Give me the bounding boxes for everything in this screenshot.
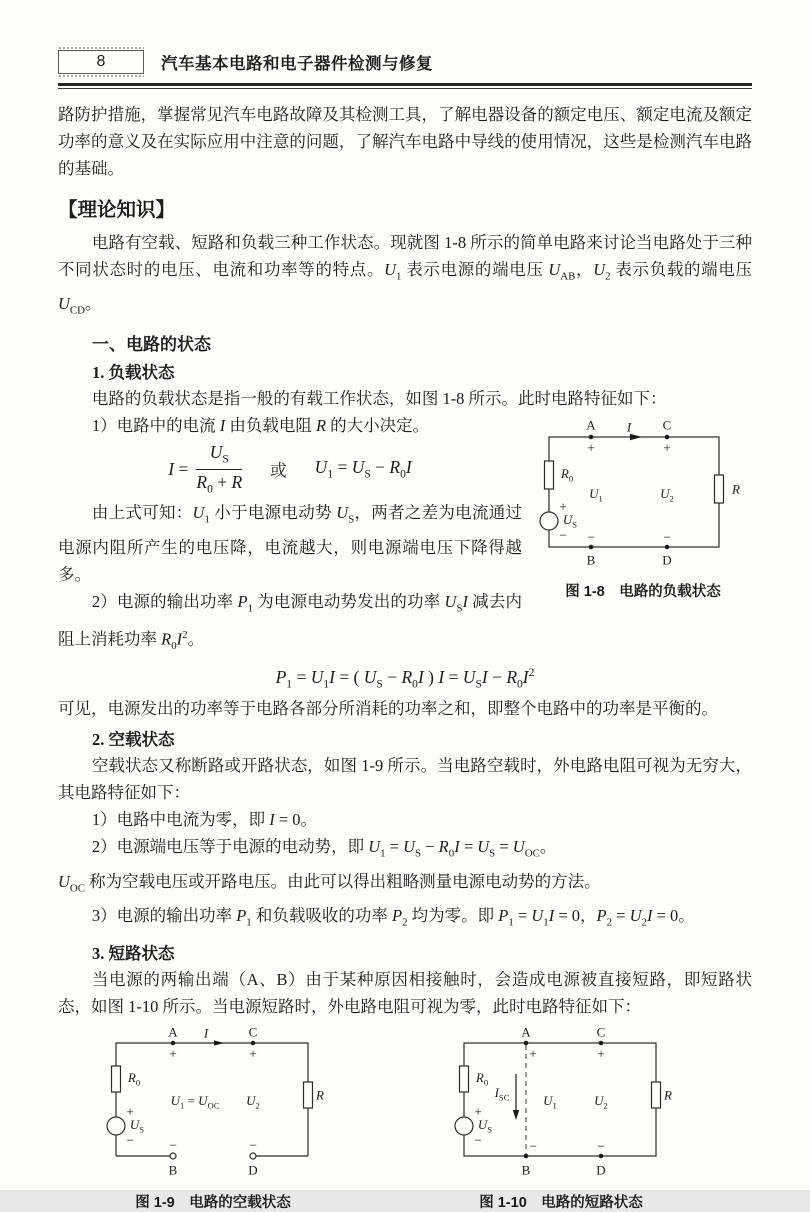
open-terminal-b bbox=[170, 1153, 176, 1159]
book-title: 汽车基本电路和电子器件检测与修复 bbox=[161, 55, 433, 73]
node-label-c: C bbox=[662, 417, 672, 433]
node-label-c: C bbox=[596, 1024, 606, 1040]
plus-sign-source: + bbox=[126, 1104, 134, 1120]
plus-sign-c: + bbox=[597, 1046, 605, 1062]
node-label-b: B bbox=[521, 1162, 531, 1178]
bottom-figures-row bbox=[58, 1024, 752, 1212]
voltage-label-u2: $U_2$ bbox=[594, 1093, 608, 1111]
load-item-1: 1）电路中的电流 I 由负载电阻 R 的大小决定。 bbox=[91, 415, 430, 435]
minus-sign-d: − bbox=[597, 1138, 605, 1154]
current-label-i: I bbox=[203, 1025, 209, 1041]
plus-sign-a: + bbox=[529, 1046, 537, 1062]
wires bbox=[549, 437, 719, 547]
resistor-r-symbol bbox=[715, 475, 724, 503]
source-label-us: $U_S$ bbox=[562, 511, 578, 530]
wires bbox=[464, 1043, 656, 1156]
node-label-d: D bbox=[596, 1162, 606, 1178]
current-arrow bbox=[630, 433, 642, 439]
resistor-label-r0: $R_0$ bbox=[127, 1070, 141, 1088]
page-header bbox=[58, 46, 752, 78]
plus-sign-c: + bbox=[663, 439, 671, 455]
node-label-b: B bbox=[168, 1162, 178, 1178]
page-number: 8 bbox=[58, 50, 144, 74]
open-paragraph-1: 空载状态又称断路或开路状态，如图 1-9 所示。当电路空载时，外电路电阻可视为无穷大，其电路特征如下： bbox=[58, 756, 752, 803]
resistor-r0-symbol bbox=[545, 461, 554, 489]
short-current-label-isc: $I_{SC}$ bbox=[494, 1085, 510, 1103]
load-paragraph-3: 可见，电源发出的功率等于电路各部分所消耗的功率之和，即整个电路中的功率是平衡的。 bbox=[58, 699, 718, 719]
figure-1-10 bbox=[446, 1024, 676, 1212]
minus-sign-source: − bbox=[126, 1132, 134, 1148]
source-label-us: $U_S$ bbox=[129, 1117, 145, 1135]
open-item-3: 3）电源的输出功率 $P_1$ 和负载吸收的功率 $P_2$ 均为零。即 $P_1 = U_1I = 0$，$P_2 = U_2I = 0$。 bbox=[91, 905, 695, 929]
open-terminal-d bbox=[250, 1153, 256, 1159]
formula-current-lhs: I = bbox=[168, 458, 189, 479]
node-label-a: A bbox=[168, 1024, 178, 1040]
voltage-source-symbol bbox=[540, 512, 558, 530]
plus-sign-source: + bbox=[559, 498, 567, 514]
node-label-b: B bbox=[586, 552, 596, 568]
figure-1-8 bbox=[534, 417, 752, 601]
formula-voltage-rhs: $U_1 = U_S - R_0I$ bbox=[314, 457, 412, 481]
node-label-d: D bbox=[248, 1162, 258, 1178]
plus-sign-source: + bbox=[474, 1104, 482, 1120]
overview-paragraph: 电路有空载、短路和负载三种工作状态。现就图 1-8 所示的简单电路来讨论当电路处于三种不同状态时的电压、电流和功率等的特点。$U_1$ 表示电源的端电压 $U_{AB}$，$U_2$ 表示负载的端电压 $U_{CD}$。 bbox=[58, 233, 753, 317]
fraction bbox=[196, 442, 242, 497]
figure-1-10-caption: 图 1-10 电路的短路状态 bbox=[479, 1195, 643, 1212]
heading-open-state: 2. 空载状态 bbox=[92, 730, 175, 750]
intro-paragraph: 路防护措施，掌握常见汽车电路故障及其检测工具，了解电器设备的额定电压、额定电流及额定功率的意义及在实际应用中注意的问题，了解汽车电路中导线的使用情况，这些是检测汽车电路的基础。 bbox=[58, 105, 752, 178]
section-title-theory: 【理论知识】 bbox=[58, 199, 176, 221]
formula-or-word: 或 bbox=[270, 461, 287, 481]
circuit-svg-fig110 bbox=[446, 1024, 676, 1178]
voltage-label-u1-uoc: $U_1 = U_{OC}$ bbox=[170, 1093, 220, 1111]
load-paragraph-2: 由上式可知：$U_1$ 小于电源电动势 $U_S$，两者之差为电流通过电源内阻所产生的电压降，电流越大，则电源端电压下降得越多。 bbox=[58, 503, 523, 584]
halftone-strip-bottom bbox=[58, 74, 144, 78]
resistor-label-r0: $R_0$ bbox=[475, 1070, 489, 1088]
minus-sign-d: − bbox=[663, 528, 671, 544]
voltage-label-u2: $U_2$ bbox=[246, 1093, 260, 1111]
figure-1-8-caption: 图 1-8 电路的负载状态 bbox=[565, 583, 721, 600]
resistor-label-r0: $R_0$ bbox=[560, 465, 574, 484]
header-rule bbox=[58, 83, 752, 89]
minus-sign-b: − bbox=[587, 528, 595, 544]
minus-sign-d: − bbox=[249, 1137, 257, 1153]
node-label-d: D bbox=[662, 552, 672, 568]
resistor-r0-symbol bbox=[460, 1066, 469, 1092]
circuit-diagram-open-state bbox=[98, 1024, 328, 1178]
voltage-label-u1: $U_1$ bbox=[543, 1093, 557, 1111]
node-label-a: A bbox=[521, 1024, 531, 1040]
short-paragraph-1: 当电源的两输出端（A、B）由于某种原因相接触时，会造成电源被直接短路，即短路状态，如图 1-10 所示。当电源短路时，外电路电阻可视为零，此时电路特征如下： bbox=[58, 970, 752, 1017]
load-item-2: 2）电源的输出功率 $P_1$ 为电源电动势发出的功率 $U_SI$ 减去内阻上消耗功率 $R_0I^2$。 bbox=[58, 591, 523, 652]
load-paragraph-1: 电路的负载状态是指一般的有载工作状态，如图 1-8 所示。此时电路特征如下： bbox=[91, 388, 667, 408]
page-number-box bbox=[58, 46, 144, 78]
figure-1-9 bbox=[98, 1024, 328, 1212]
plus-sign-a: + bbox=[169, 1046, 177, 1062]
node-label-a: A bbox=[586, 417, 596, 433]
fraction-denominator: $R_0 + R$ bbox=[196, 471, 243, 496]
resistor-r0-symbol bbox=[112, 1066, 121, 1092]
fraction-numerator: $U_S$ bbox=[196, 442, 242, 470]
minus-sign-b: − bbox=[169, 1137, 177, 1153]
circuit-diagram-short-state bbox=[446, 1024, 676, 1178]
short-current-arrowhead bbox=[513, 1110, 519, 1120]
formula-power: $P_1 = U_1I$ = ( $U_S - R_0I$ ) $I = U_SI - R_0I^2$ bbox=[275, 666, 535, 691]
plus-sign-c: + bbox=[249, 1046, 257, 1062]
resistor-label-r: R bbox=[316, 1087, 324, 1103]
minus-sign-b: − bbox=[529, 1138, 537, 1154]
voltage-source-symbol bbox=[107, 1117, 125, 1135]
source-label-us: $U_S$ bbox=[477, 1117, 493, 1135]
heading-circuit-states: 一、电路的状态 bbox=[92, 334, 211, 354]
formula-current bbox=[58, 442, 522, 497]
heading-short-state: 3. 短路状态 bbox=[92, 944, 175, 964]
current-label-i: I bbox=[626, 419, 632, 435]
voltage-label-u1: $U_1$ bbox=[589, 485, 603, 504]
voltage-label-u2: $U_2$ bbox=[660, 485, 674, 504]
figure-1-9-caption: 图 1-9 电路的空载状态 bbox=[135, 1195, 291, 1212]
circuit-svg-fig18 bbox=[534, 417, 749, 567]
current-arrow bbox=[214, 1041, 224, 1046]
circuit-diagram-load-state bbox=[534, 417, 749, 567]
open-paragraph-2: $U_{OC}$ 称为空载电压或开路电压。由此可以得出粗略测量电源电动势的方法。 bbox=[58, 871, 601, 894]
minus-sign-source: − bbox=[474, 1132, 482, 1148]
resistor-label-r: R bbox=[732, 481, 740, 497]
minus-sign-source: − bbox=[559, 526, 567, 542]
plus-sign-a: + bbox=[587, 439, 595, 455]
resistor-label-r: R bbox=[664, 1087, 672, 1103]
voltage-source-symbol bbox=[455, 1117, 473, 1135]
resistor-r-symbol bbox=[304, 1082, 313, 1108]
heading-load-state: 1. 负载状态 bbox=[92, 362, 175, 382]
resistor-r-symbol bbox=[652, 1082, 661, 1108]
open-item-1: 1）电路中电流为零，即 I = 0。 bbox=[91, 810, 317, 830]
open-item-2: 2）电源端电压等于电源的电动势，即 $U_1 = U_S - R_0I = U_S = U_{OC}$。 bbox=[91, 837, 557, 860]
node-label-c: C bbox=[248, 1024, 258, 1040]
